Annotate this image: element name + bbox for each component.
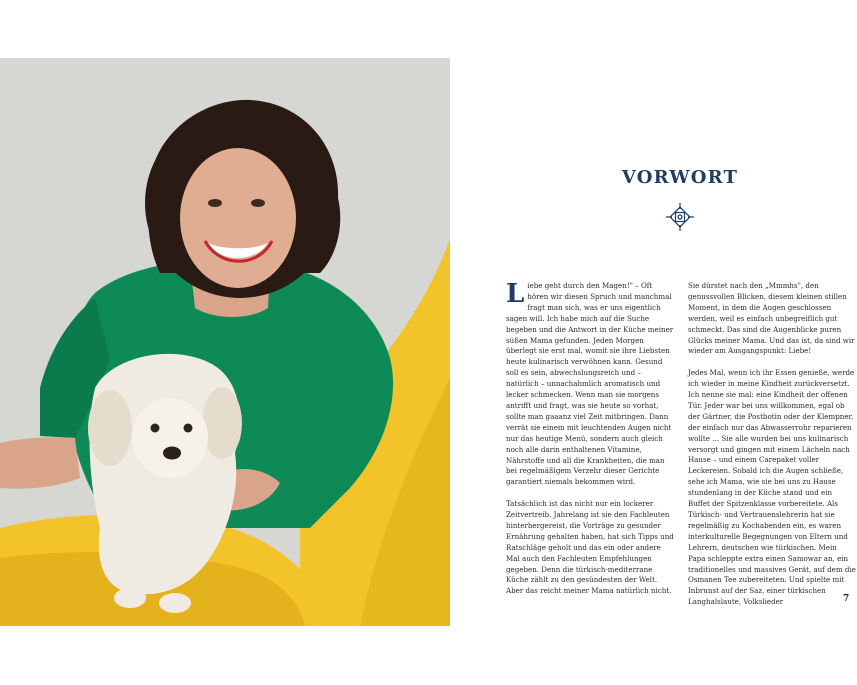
paragraph: Jedes Mal, wenn ich ihr Essen genieße, werde ich wieder in meine Kindheit zurückversetzt. Ich nenne sie mal: eine Kindheit der offenen Tür. Jeder war bei uns willkommen, egal ob der Gärtner, die Postbotin oder der Klempner, der einfach nur das Abwasserrohr reparieren wollte … Sie alle wurden bei uns kulinarisch versorgt und gingen mit einem Lächeln nach Hause – und einem Carepaket voller Leckereien. Sobald ich die Augen schließe, sehe ich Mama, wie sie bei uns zu Hause stundenlang in der Küche stand und ein Buffet der Spitzenklasse vorbereitete. Als Türkisch- und Vertrauenslehrerin hat sie regelmäßig zu Kochabenden ein, es waren interkulturelle Begegnungen von Eltern und Lehrern, deutschen wie türkischen. Mein Papa schleppte extra einen Samowar an, ein traditionelles und massives Gerät, auf dem die Osmanen Tee zubereiteten. Und spielte mit Inbrunst auf der Saz, einer türkischen Langhalslaute, Volkslieder bbox=[688, 368, 856, 607]
portrait-photo bbox=[0, 58, 450, 626]
paragraph: Tatsächlich ist das nicht nur ein lockerer Zeitvertreib. Jahrelang ist sie den Fachleuten hinterhergereist, die Vorträge zu gesunder Ernährung gehalten haben, hat sich Tipps und Ratschläge geholt und das ein oder andere Mal auch den Fachleuten Empfehlungen gegeben. Denn die türkisch-mediterrane Küche zählt zu den gesündesten der Welt. Aber das reicht meiner Mama natürlich nicht. bbox=[506, 499, 674, 596]
book-spread bbox=[0, 58, 857, 626]
text-column-left bbox=[506, 281, 674, 608]
chapter-title: VORWORT bbox=[621, 167, 739, 188]
paragraph: Liebe geht durch den Magen!" – Oft hören wir diesen Spruch und manchmal fragt man sich, was er uns eigentlich sagen will. Ich habe mich auf die Suche begeben und die Antwort in der Küche meiner süßen Mama gefunden. Jeden Morgen überlegt sie erst mal, womit sie ihre Liebsten heute kulinarisch verwöhnen kann. Gesund soll es sein, abwechslungsreich und – natürlich – unnachahmlich aromatisch und lecker schmecken. Wenn man sie morgens antrifft und fragt, was sie heute so vorhat, sollte man gaaanz viel Zeit mitbringen. Dann verrät sie einem mit leuchtenden Augen nicht nur das heutige Menü, sondern auch gleich noch alle darin enthaltenen Vitamine, Nährstoffe und all die Krankheiten, die man bei regelmäßigem Verzehr dieser Gerichte garantiert niemals bekommen wird. bbox=[506, 279, 674, 487]
paragraph: Sie dürstet nach den „Mmmhs", den genussvollen Blicken, diesem kleinen stillen Moment, in dem die Augen geschlossen werden, weil es einfach unbegreiflich gut schmeckt. Das sind die Augenblicke puren Glücks meiner Mama. Und das ist, da sind wir wieder am Ausgangspunkt: Liebe! bbox=[688, 281, 855, 356]
page-number: 7 bbox=[843, 594, 850, 604]
drop-cap: L bbox=[506, 279, 525, 309]
text-column-right bbox=[688, 281, 856, 619]
diamond-knot-ornament-icon bbox=[665, 202, 695, 232]
